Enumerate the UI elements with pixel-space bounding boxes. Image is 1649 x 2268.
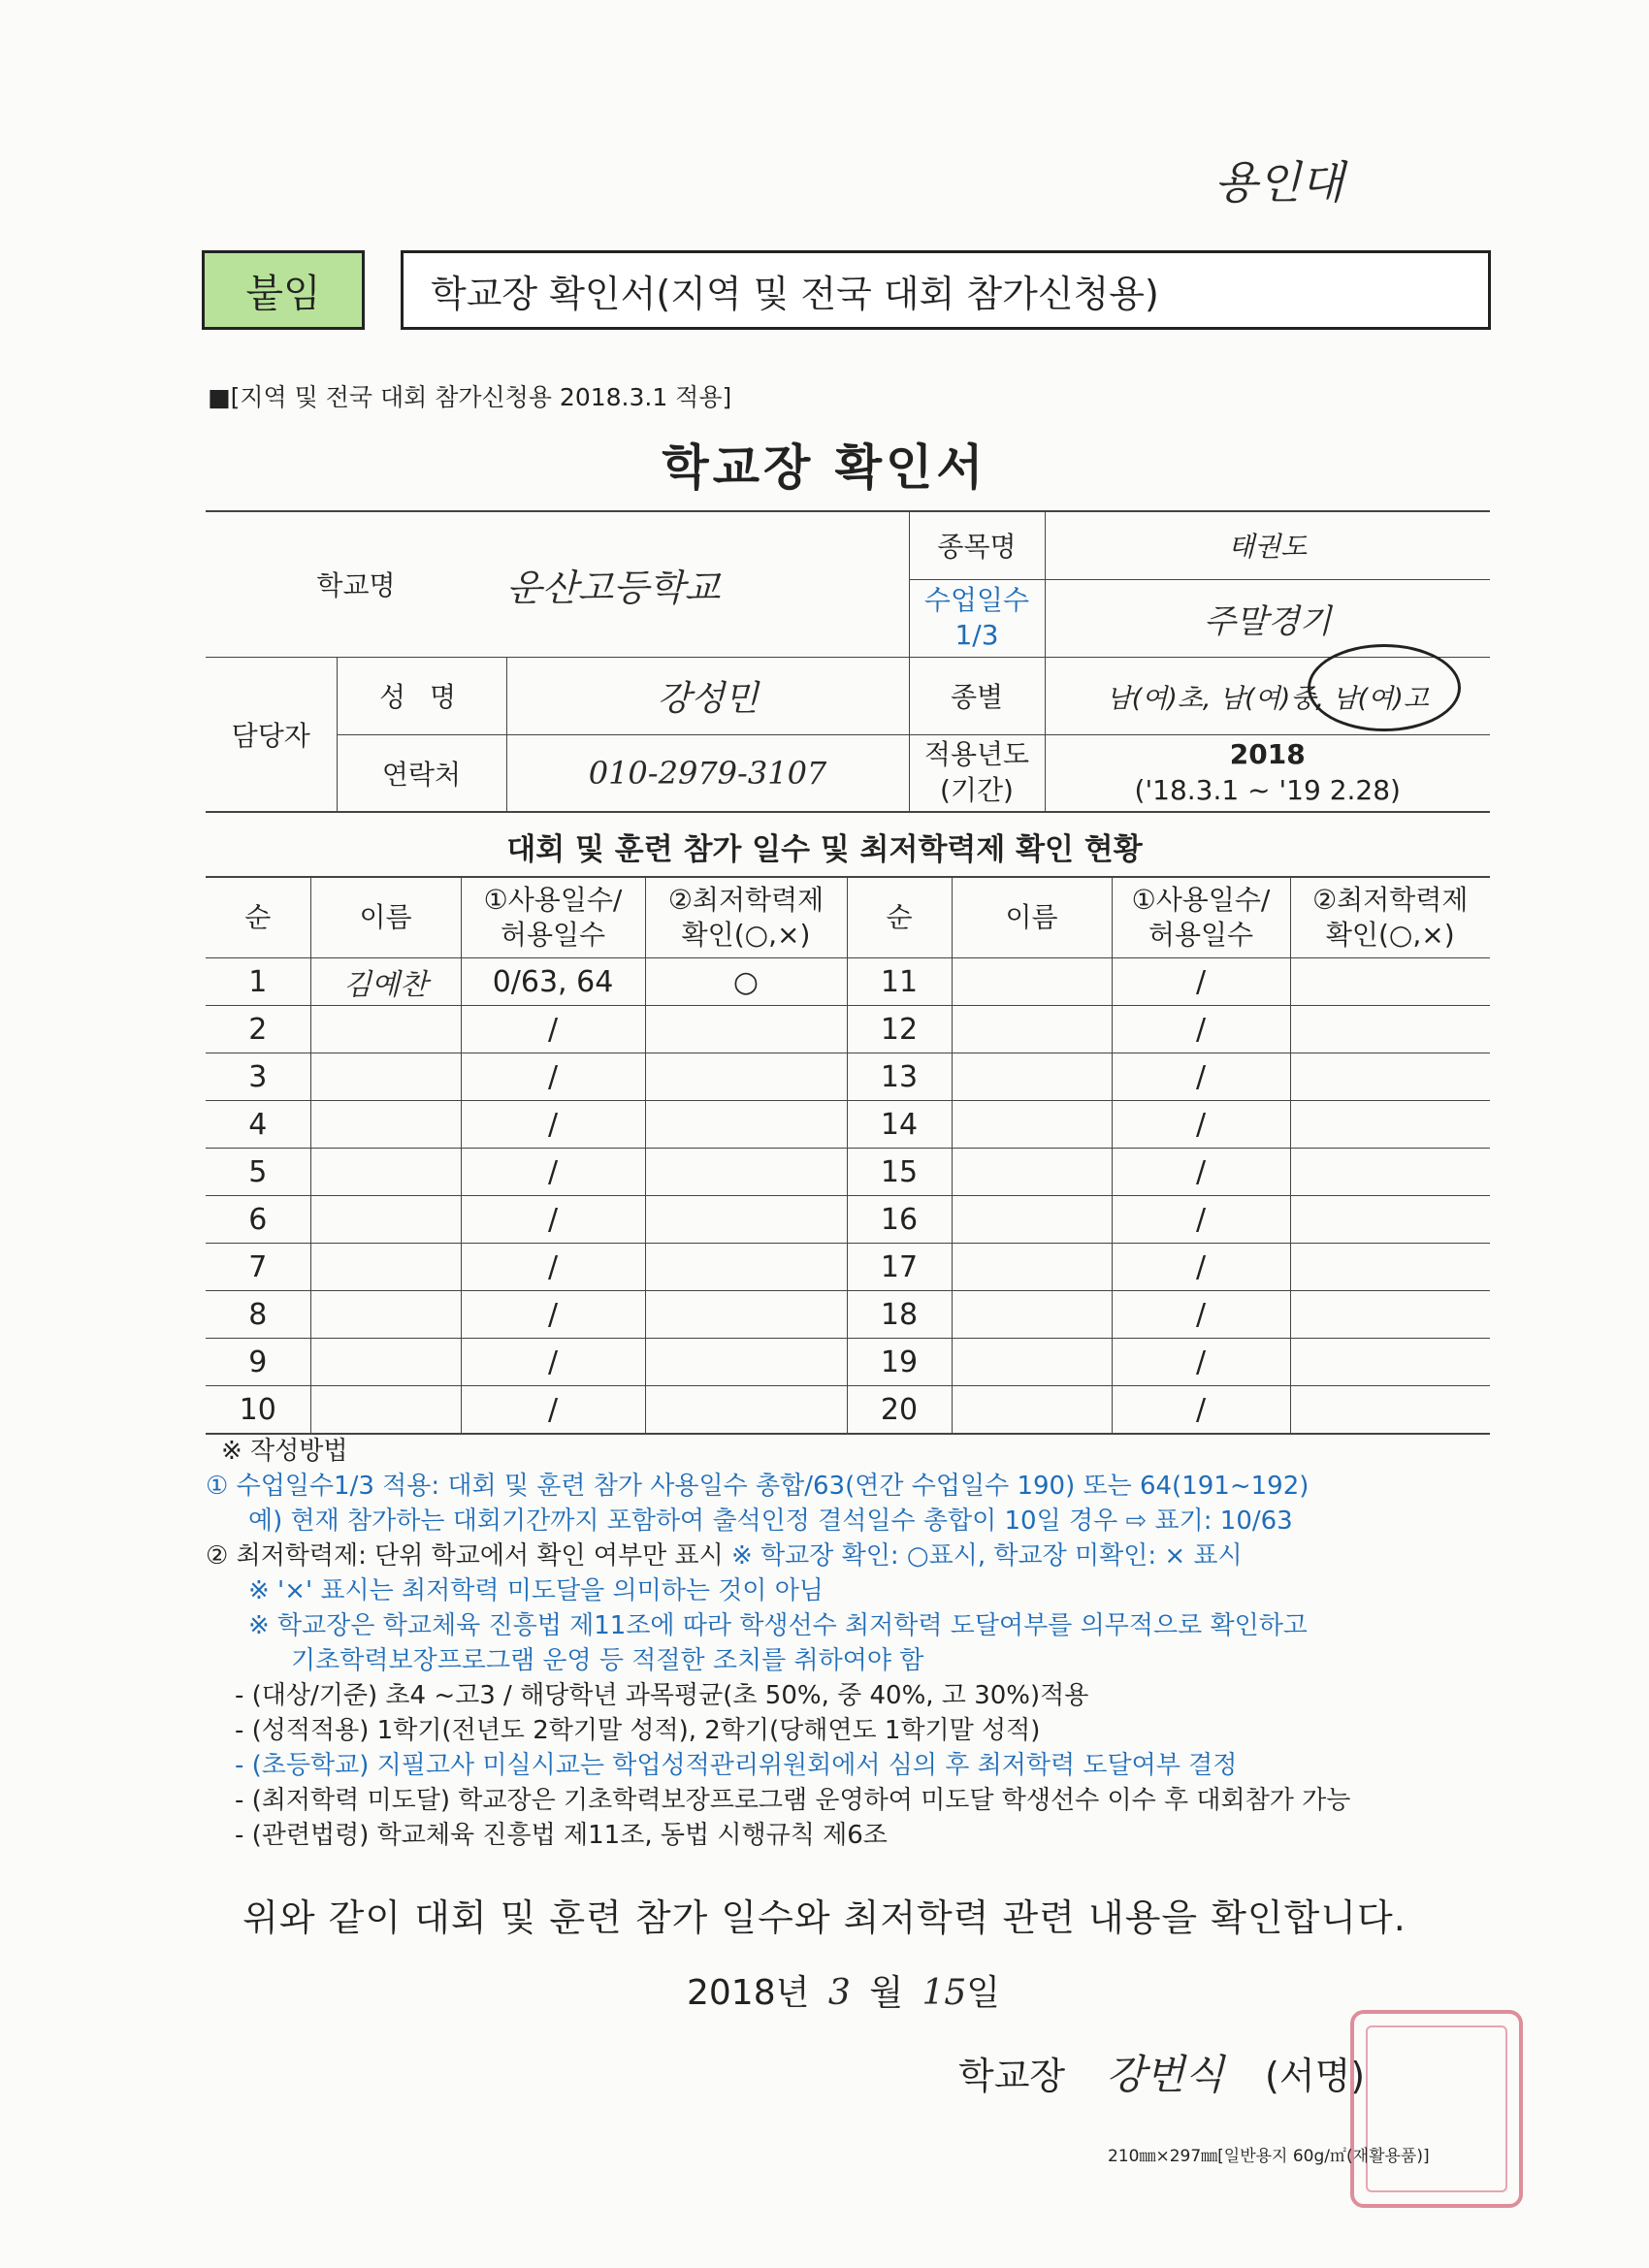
row-number: 15 <box>847 1149 952 1196</box>
header-name: 이름 <box>310 877 461 958</box>
table-row <box>206 1149 1490 1196</box>
row-days: / <box>461 1244 645 1291</box>
header-check-right-line2: 확인(○,×) <box>1325 919 1455 951</box>
header-no-right: 순 <box>847 877 952 958</box>
header-check-right <box>1290 877 1490 958</box>
row-name <box>952 1339 1112 1386</box>
row-days: / <box>1112 1244 1290 1291</box>
header-days-line1: ①사용일수/ <box>483 883 623 916</box>
note-2a-highlight: ※ 학교장 확인: ○표시, 학교장 미확인: × 표시 <box>731 1541 1243 1571</box>
document-header-box <box>401 250 1491 330</box>
class-days-label-line1: 수업일수 <box>923 583 1030 616</box>
header-check-line1: ②최저학력제 <box>667 883 824 916</box>
row-name <box>952 1101 1112 1149</box>
row-check <box>1290 958 1490 1006</box>
note-1a: ① 수업일수1/3 적용: 대회 및 훈련 참가 사용일수 총합/63(연간 수업일수 190) 또는 64(191~192) <box>206 1472 1310 1501</box>
row-days: / <box>1112 1339 1290 1386</box>
detail-4: - (최저학력 미도달) 학교장은 기초학력보장프로그램 운영하여 미도달 학생선수 이수 후 대회참가 가능 <box>235 1786 1351 1815</box>
detail-1: - (대상/기준) 초4 ~고3 / 해당학년 과목평균(초 50%, 중 40%, 고 30%)적용 <box>235 1681 1089 1710</box>
row-check <box>645 1386 847 1435</box>
gender-label: 종별 <box>909 657 1045 734</box>
row-days: / <box>461 1386 645 1435</box>
row-days: / <box>1112 1006 1290 1053</box>
notes-heading: ※ 작성방법 <box>221 1437 348 1466</box>
table-row <box>206 1244 1490 1291</box>
section-title: 대회 및 훈련 참가 일수 및 최저학력제 확인 현황 <box>506 832 1143 867</box>
row-check <box>1290 1101 1490 1149</box>
date-day-unit: 일 <box>966 1973 1001 2013</box>
class-days-label <box>909 579 1045 657</box>
event-value: 태권도 <box>1045 511 1490 579</box>
row-number: 6 <box>206 1196 310 1244</box>
row-check <box>1290 1386 1490 1435</box>
row-name <box>952 1244 1112 1291</box>
row-days: / <box>461 1291 645 1339</box>
row-check <box>1290 1196 1490 1244</box>
row-number: 19 <box>847 1339 952 1386</box>
row-name <box>952 1149 1112 1196</box>
row-days: / <box>1112 1149 1290 1196</box>
header-check-line2: 확인(○,×) <box>681 919 811 951</box>
form-title: 학교장 확인서 <box>662 439 987 496</box>
row-number: 17 <box>847 1244 952 1291</box>
date-day: 15 <box>922 1973 967 2013</box>
row-days: / <box>1112 1053 1290 1101</box>
row-days: / <box>1112 1386 1290 1435</box>
note-2a <box>206 1539 1505 1573</box>
table-row <box>206 1101 1490 1149</box>
detail-2: - (성적적용) 1학기(전년도 2학기말 성적), 2학기(당해연도 1학기말 성적) <box>235 1716 1041 1745</box>
info-table <box>206 510 1490 813</box>
signature-suffix: (서명) <box>1265 2055 1366 2097</box>
row-days: / <box>461 1101 645 1149</box>
row-check <box>1290 1339 1490 1386</box>
row-days: / <box>1112 1196 1290 1244</box>
row-days: / <box>1112 1101 1290 1149</box>
row-check <box>1290 1149 1490 1196</box>
row-number: 3 <box>206 1053 310 1101</box>
note-2c: ※ 학교장은 학교체육 진흥법 제11조에 따라 학생선수 최저학력 도달여부를 의무적으로 확인하고 <box>248 1611 1308 1640</box>
table-row <box>206 958 1490 1006</box>
note-2d: 기초학력보장프로그램 운영 등 적절한 조치를 취하여야 함 <box>291 1646 924 1675</box>
year-value-line2: ('18.3.1 ~ '19 2.28) <box>1134 773 1401 806</box>
detail-5: - (관련법령) 학교체육 진흥법 제11조, 동법 시행규칙 제6조 <box>235 1821 888 1850</box>
header-no: 순 <box>206 877 310 958</box>
header-days-line2: 허용일수 <box>500 919 606 951</box>
table-row <box>206 1386 1490 1435</box>
note-2b: ※ '×' 표시는 최저학력 미도달을 의미하는 것이 아님 <box>248 1576 824 1605</box>
class-days-value: 주말경기 <box>1045 579 1490 657</box>
row-days: / <box>461 1339 645 1386</box>
attachment-tag-label: 붙임 <box>245 271 321 316</box>
date-year: 2018년 <box>687 1973 810 2013</box>
row-name <box>310 1196 461 1244</box>
event-label: 종목명 <box>909 511 1045 579</box>
table-row <box>206 1291 1490 1339</box>
class-days-label-line2: 1/3 <box>954 619 999 651</box>
gender-circle-mark <box>1308 644 1461 731</box>
header-days-right-line1: ①사용일수/ <box>1131 883 1271 916</box>
row-name: 김예찬 <box>310 958 461 1006</box>
header-days <box>461 877 645 958</box>
row-days: / <box>461 1196 645 1244</box>
row-name <box>952 1196 1112 1244</box>
row-check <box>1290 1006 1490 1053</box>
row-number: 7 <box>206 1244 310 1291</box>
row-check <box>645 1339 847 1386</box>
header-name-right: 이름 <box>952 877 1112 958</box>
row-name <box>952 1053 1112 1101</box>
row-check <box>1290 1291 1490 1339</box>
row-number: 8 <box>206 1291 310 1339</box>
row-check <box>645 1291 847 1339</box>
row-number: 14 <box>847 1101 952 1149</box>
contact-label: 연락처 <box>337 734 506 812</box>
row-name <box>952 1386 1112 1435</box>
row-name <box>952 1291 1112 1339</box>
contact-value: 010-2979-3107 <box>506 734 909 812</box>
table-row <box>206 1339 1490 1386</box>
row-name <box>952 958 1112 1006</box>
row-check <box>645 1053 847 1101</box>
row-number: 11 <box>847 958 952 1006</box>
note-2a-text: ② 최저학력제: 단위 학교에서 확인 여부만 표시 <box>206 1541 732 1571</box>
row-days: 0/63, 64 <box>461 958 645 1006</box>
detail-3: - (초등학교) 지필고사 미실시교는 학업성적관리위원회에서 심의 후 최저학력 도달여부 결정 <box>235 1751 1238 1780</box>
row-number: 13 <box>847 1053 952 1101</box>
row-days: / <box>1112 958 1290 1006</box>
row-number: 2 <box>206 1006 310 1053</box>
row-days: / <box>461 1149 645 1196</box>
row-name <box>310 1339 461 1386</box>
table-row <box>206 1006 1490 1053</box>
instructions <box>206 1434 1505 1853</box>
row-check <box>645 1196 847 1244</box>
gender-value: 남(여)초, 남(여)중, 남(여)고 <box>1045 657 1490 734</box>
header-check <box>645 877 847 958</box>
row-days: / <box>1112 1291 1290 1339</box>
name-value: 강성민 <box>506 657 909 734</box>
table-header-row <box>206 877 1490 958</box>
year-value <box>1045 734 1490 812</box>
corner-note: 용인대 <box>1214 156 1344 209</box>
signature-name: 강번식 <box>1106 2051 1224 2098</box>
official-seal-stamp <box>1350 2010 1523 2208</box>
signing-date <box>687 1965 1000 2015</box>
date-month: 3 <box>827 1973 851 2013</box>
paper-spec: 210㎜×297㎜[일반용지 60g/㎡(재활용품)] <box>1108 2147 1430 2166</box>
row-days: / <box>461 1053 645 1101</box>
year-label <box>909 734 1045 812</box>
header-days-right <box>1112 877 1290 958</box>
row-number: 4 <box>206 1101 310 1149</box>
year-value-line1: 2018 <box>1229 738 1306 771</box>
row-name <box>310 1291 461 1339</box>
form-subtitle: ■[지역 및 전국 대회 참가신청용 2018.3.1 적용] <box>208 383 732 411</box>
row-name <box>310 1149 461 1196</box>
row-name <box>310 1006 461 1053</box>
row-check <box>645 1244 847 1291</box>
school-label: 학교명 <box>206 511 506 657</box>
row-name <box>310 1101 461 1149</box>
signature-label: 학교장 <box>958 2055 1066 2097</box>
row-number: 5 <box>206 1149 310 1196</box>
school-value: 운산고등학교 <box>506 511 909 657</box>
year-label-line2: (기간) <box>940 773 1014 806</box>
document-header-title: 학교장 확인서(지역 및 전국 대회 참가신청용) <box>431 272 1159 315</box>
principal-signature <box>958 2043 1365 2101</box>
row-number: 20 <box>847 1386 952 1435</box>
year-label-line1: 적용년도 <box>923 738 1030 771</box>
row-name <box>310 1053 461 1101</box>
row-name <box>310 1244 461 1291</box>
row-number: 18 <box>847 1291 952 1339</box>
participation-table <box>206 876 1490 1435</box>
note-1b: 예) 현재 참가하는 대회기간까지 포함하여 출석인정 결석일수 총합이 10일 경우 ⇨ 표기: 10/63 <box>248 1507 1293 1536</box>
table-row <box>206 1196 1490 1244</box>
row-check <box>1290 1244 1490 1291</box>
manager-label: 담당자 <box>206 657 337 812</box>
attachment-tag <box>202 250 365 330</box>
name-label: 성 명 <box>337 657 506 734</box>
confirmation-statement: 위와 같이 대회 및 훈련 참가 일수와 최저학력 관련 내용을 확인합니다. <box>242 1896 1406 1939</box>
row-number: 10 <box>206 1386 310 1435</box>
row-check <box>645 1101 847 1149</box>
row-check <box>1290 1053 1490 1101</box>
row-check <box>645 1149 847 1196</box>
row-number: 16 <box>847 1196 952 1244</box>
header-check-right-line1: ②최저학력제 <box>1312 883 1469 916</box>
row-number: 12 <box>847 1006 952 1053</box>
row-number: 9 <box>206 1339 310 1386</box>
row-name <box>952 1006 1112 1053</box>
row-days: / <box>461 1006 645 1053</box>
row-check: ○ <box>645 958 847 1006</box>
row-number: 1 <box>206 958 310 1006</box>
date-month-unit: 월 <box>869 1973 903 2013</box>
table-row <box>206 1053 1490 1101</box>
header-days-right-line2: 허용일수 <box>1148 919 1254 951</box>
row-name <box>310 1386 461 1435</box>
row-check <box>645 1006 847 1053</box>
